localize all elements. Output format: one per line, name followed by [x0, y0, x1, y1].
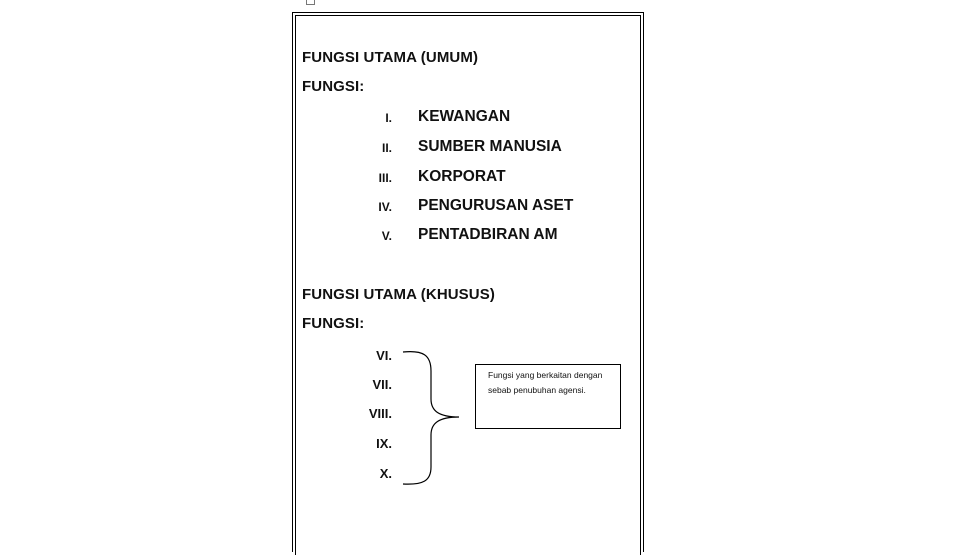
section-general-label: FUNGSI:	[302, 78, 365, 95]
list-item-label: PENTADBIRAN AM	[418, 226, 558, 243]
list-item-label: SUMBER MANUSIA	[418, 138, 562, 155]
curly-brace-shape	[395, 345, 465, 490]
list-item-label: PENGURUSAN ASET	[418, 197, 574, 214]
list-item-numeral: I.	[385, 111, 392, 125]
document-frame-inner	[295, 15, 641, 555]
anchor-icon	[306, 0, 315, 5]
note-callout: Fungsi yang berkaitan dengan sebab penubuhan agensi.	[475, 364, 621, 429]
list-item-numeral: VIII.	[368, 406, 392, 421]
section-general-title: FUNGSI UTAMA (UMUM)	[302, 49, 479, 66]
section-specific-label: FUNGSI:	[302, 315, 365, 332]
list-item-label: KEWANGAN	[418, 108, 511, 125]
list-item-numeral: V.	[381, 229, 392, 243]
list-item-numeral: II.	[381, 141, 392, 155]
list-item-numeral: X.	[379, 466, 392, 481]
list-item-numeral: VI.	[376, 348, 392, 363]
list-item-label: KORPORAT	[418, 168, 506, 185]
list-item-numeral: VII.	[372, 377, 392, 392]
list-item-numeral: IV.	[378, 200, 392, 214]
list-item-numeral: IX.	[376, 436, 392, 451]
list-item-numeral: III.	[378, 171, 392, 185]
section-specific-title: FUNGSI UTAMA (KHUSUS)	[302, 286, 495, 303]
